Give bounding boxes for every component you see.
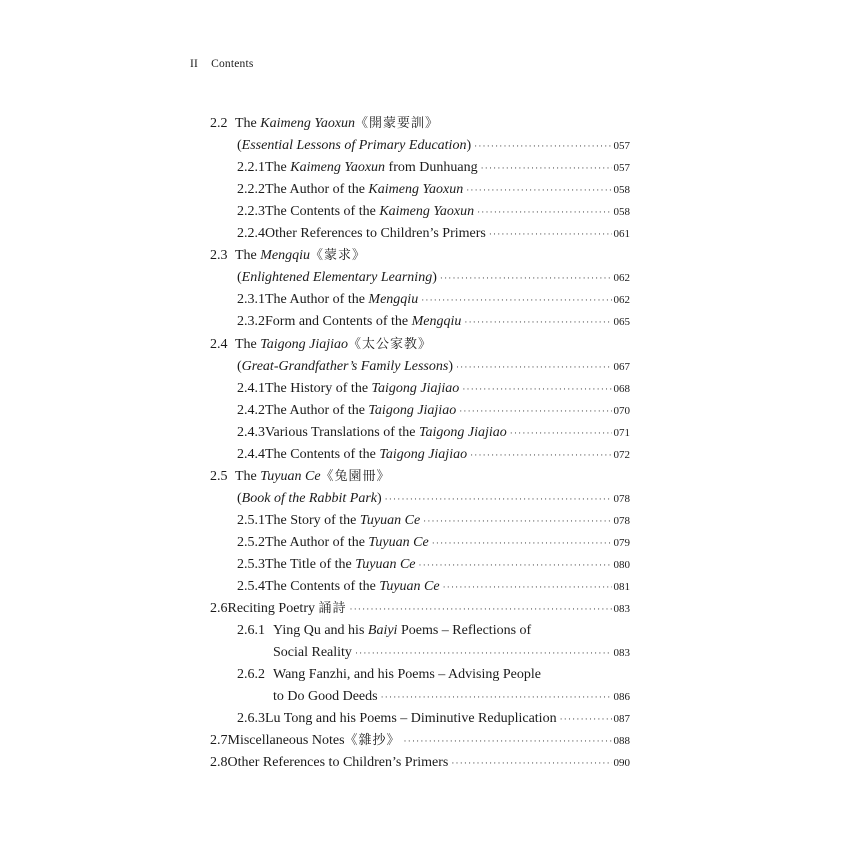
toc-entry-title: The Taigong Jiajiao《太公家教》 bbox=[235, 336, 433, 352]
toc-entry[interactable] bbox=[237, 267, 630, 289]
toc-entry[interactable] bbox=[237, 576, 630, 598]
toc-entry[interactable] bbox=[273, 686, 630, 708]
header-page-number: II bbox=[190, 58, 199, 70]
toc-entry[interactable] bbox=[237, 708, 630, 730]
toc-entry[interactable] bbox=[237, 444, 630, 466]
toc-entry[interactable] bbox=[210, 752, 630, 774]
toc-leader-dots bbox=[423, 510, 611, 532]
toc-entry[interactable] bbox=[210, 730, 630, 752]
toc-entry-number: 2.5.4 bbox=[237, 579, 265, 595]
toc-entry-title: The Author of the Mengqiu bbox=[265, 292, 419, 308]
toc-entry-title: Various Translations of the Taigong Jiajiao bbox=[265, 424, 507, 440]
toc-page-number: 065 bbox=[613, 316, 630, 329]
toc-leader-dots bbox=[419, 554, 612, 576]
toc-entry-number: 2.2 bbox=[210, 116, 228, 131]
toc-page-number: 062 bbox=[613, 272, 630, 285]
toc-leader-dots bbox=[470, 444, 611, 466]
toc-entry-title: The Author of the Kaimeng Yaoxun bbox=[265, 182, 464, 198]
toc-entry-title: The History of the Taigong Jiajiao bbox=[265, 380, 460, 396]
toc-entry-number: 2.8 bbox=[210, 755, 228, 771]
toc-entry-title: The Contents of the Tuyuan Ce bbox=[265, 579, 440, 595]
toc-entry-title: Reciting Poetry 誦詩 bbox=[227, 601, 347, 617]
toc-entry-number: 2.2.3 bbox=[237, 204, 265, 220]
toc-entry-number: 2.3.1 bbox=[237, 292, 265, 308]
toc-entry[interactable] bbox=[237, 223, 630, 245]
toc-entry[interactable] bbox=[210, 113, 630, 135]
toc-entry-number: 2.6.2 bbox=[237, 667, 265, 683]
toc-entry-number: 2.6.3 bbox=[237, 711, 265, 727]
running-header bbox=[190, 58, 254, 70]
toc-entry[interactable] bbox=[237, 157, 630, 179]
toc-entry-title: The Kaimeng Yaoxun《開蒙要訓》 bbox=[235, 116, 440, 131]
toc-page-number: 083 bbox=[613, 647, 630, 660]
toc-entry-number: 2.5.2 bbox=[237, 534, 265, 550]
toc-leader-dots bbox=[421, 289, 611, 311]
toc-entry[interactable] bbox=[237, 554, 630, 576]
toc-entry[interactable] bbox=[273, 642, 630, 664]
toc-entry[interactable] bbox=[237, 179, 630, 201]
toc-leader-dots bbox=[350, 598, 612, 620]
toc-page-number: 079 bbox=[613, 536, 630, 549]
toc-entry[interactable] bbox=[237, 289, 630, 311]
toc-page-number: 057 bbox=[613, 162, 630, 175]
toc-entry-title: (Enlightened Elementary Learning) bbox=[237, 270, 437, 286]
toc-entry-title: The Story of the Tuyuan Ce bbox=[265, 512, 421, 528]
toc-entry[interactable] bbox=[237, 400, 630, 422]
toc-entry-title: to Do Good Deeds bbox=[273, 689, 378, 705]
toc-page-number: 087 bbox=[613, 713, 630, 726]
toc-entry-number: 2.2.2 bbox=[237, 182, 265, 198]
toc-entry-title: The Tuyuan Ce《兔園冊》 bbox=[235, 468, 391, 484]
toc-entry-number: 2.6 bbox=[210, 601, 228, 617]
toc-page-number: 061 bbox=[613, 228, 630, 241]
toc-page-number: 057 bbox=[613, 140, 630, 153]
toc-entry-number: 2.2.4 bbox=[237, 226, 265, 242]
toc-leader-dots bbox=[462, 378, 611, 400]
toc-entry-number: 2.5.3 bbox=[237, 557, 265, 572]
toc-leader-dots bbox=[385, 488, 612, 510]
toc-entry-number: 2.4.4 bbox=[237, 446, 265, 462]
toc-page-number: 078 bbox=[613, 514, 630, 527]
toc-leader-dots bbox=[355, 642, 612, 664]
toc-entry-title: (Essential Lessons of Primary Education) bbox=[237, 138, 472, 154]
toc-entry-title: Other References to Children’s Primers bbox=[265, 226, 486, 242]
toc-entry-title: Wang Fanzhi, and his Poems – Advising People bbox=[273, 667, 541, 683]
toc-entry-number: 2.5 bbox=[210, 468, 228, 484]
toc-leader-dots bbox=[466, 179, 611, 201]
toc-entry[interactable] bbox=[237, 620, 630, 642]
toc-entry-title: Form and Contents of the Mengqiu bbox=[265, 314, 462, 330]
toc-entry-number: 2.3 bbox=[210, 248, 228, 264]
toc-entry-number: 2.4.1 bbox=[237, 380, 265, 396]
toc-entry[interactable] bbox=[210, 245, 630, 267]
toc-leader-dots bbox=[510, 422, 612, 444]
toc-entry-title: Miscellaneous Notes《雜抄》 bbox=[227, 733, 401, 749]
toc-entry-number: 2.4 bbox=[210, 336, 228, 352]
toc-entry[interactable] bbox=[210, 466, 630, 488]
toc-page-number: 086 bbox=[613, 691, 630, 704]
toc-page-number: 071 bbox=[613, 426, 630, 439]
toc-page-number: 090 bbox=[613, 757, 630, 770]
toc-entry-title: Social Reality bbox=[273, 645, 352, 661]
toc-page-number: 081 bbox=[613, 581, 630, 594]
toc-entry-number: 2.6.1 bbox=[237, 623, 265, 639]
toc-page-number: 058 bbox=[613, 184, 630, 197]
toc-entry-title: (Book of the Rabbit Park) bbox=[237, 490, 382, 506]
toc-leader-dots bbox=[443, 576, 612, 598]
toc-entry-title: Lu Tong and his Poems – Diminutive Reduplication bbox=[265, 711, 557, 727]
toc-entry[interactable] bbox=[237, 311, 630, 333]
toc-leader-dots bbox=[456, 356, 612, 378]
toc-entry[interactable] bbox=[237, 356, 630, 378]
toc-leader-dots bbox=[459, 400, 611, 422]
toc-entry-title: The Mengqiu《蒙求》 bbox=[235, 248, 367, 264]
toc-entry[interactable] bbox=[237, 201, 630, 223]
toc-entry-title: The Title of the Tuyuan Ce bbox=[265, 557, 416, 572]
toc-page-number: 088 bbox=[613, 735, 630, 748]
toc-page-number: 068 bbox=[613, 382, 630, 395]
toc-page-number: 067 bbox=[613, 360, 630, 373]
toc-entry-number: 2.4.2 bbox=[237, 402, 265, 418]
toc-leader-dots bbox=[381, 686, 612, 708]
toc-page-number: 058 bbox=[613, 206, 630, 219]
toc-entry-title: (Great-Grandfather’s Family Lessons) bbox=[237, 358, 453, 374]
toc-entry[interactable] bbox=[237, 488, 630, 510]
toc-leader-dots bbox=[560, 708, 612, 730]
toc-leader-dots bbox=[432, 532, 612, 554]
toc-entry-number: 2.2.1 bbox=[237, 160, 265, 176]
toc-leader-dots bbox=[474, 135, 611, 157]
toc-leader-dots bbox=[481, 157, 612, 179]
toc-entry-number: 2.3.2 bbox=[237, 314, 265, 330]
toc-entry[interactable] bbox=[237, 378, 630, 400]
toc-entry-title: The Author of the Tuyuan Ce bbox=[265, 534, 429, 550]
toc-leader-dots bbox=[404, 730, 612, 752]
toc-entry-title: Ying Qu and his Baiyi Poems – Reflections of bbox=[273, 623, 532, 639]
toc-leader-dots bbox=[464, 311, 611, 333]
toc-leader-dots bbox=[440, 267, 612, 289]
toc-entry-title: The Kaimeng Yaoxun from Dunhuang bbox=[265, 160, 478, 176]
toc-entry[interactable] bbox=[210, 334, 630, 356]
toc-entry-title: The Contents of the Kaimeng Yaoxun bbox=[265, 204, 475, 220]
toc-leader-dots bbox=[451, 752, 611, 774]
toc-entry-title: The Contents of the Taigong Jiajiao bbox=[265, 446, 468, 462]
toc-entry[interactable] bbox=[237, 664, 630, 686]
toc-entry-number: 2.5.1 bbox=[237, 512, 265, 528]
toc-entry[interactable] bbox=[237, 532, 630, 554]
toc-entry[interactable] bbox=[237, 422, 630, 444]
toc-page-number: 062 bbox=[613, 294, 630, 307]
toc-entry-title: Other References to Children’s Primers bbox=[227, 755, 449, 771]
toc-page-number: 072 bbox=[613, 448, 630, 461]
toc-leader-dots bbox=[477, 201, 611, 223]
header-title: Contents bbox=[211, 58, 254, 70]
toc-page-number: 078 bbox=[613, 492, 630, 505]
toc-entry-number: 2.7 bbox=[210, 733, 228, 749]
toc-page-number: 070 bbox=[613, 404, 630, 417]
toc-entry[interactable] bbox=[237, 510, 630, 532]
toc-page-number: 080 bbox=[613, 559, 630, 571]
toc-entry[interactable] bbox=[237, 135, 630, 157]
toc-entry[interactable] bbox=[210, 598, 630, 620]
toc-page-number: 083 bbox=[613, 603, 630, 616]
toc-entry-number: 2.4.3 bbox=[237, 424, 265, 440]
toc-leader-dots bbox=[489, 223, 612, 245]
toc-entry-title: The Author of the Taigong Jiajiao bbox=[265, 402, 457, 418]
